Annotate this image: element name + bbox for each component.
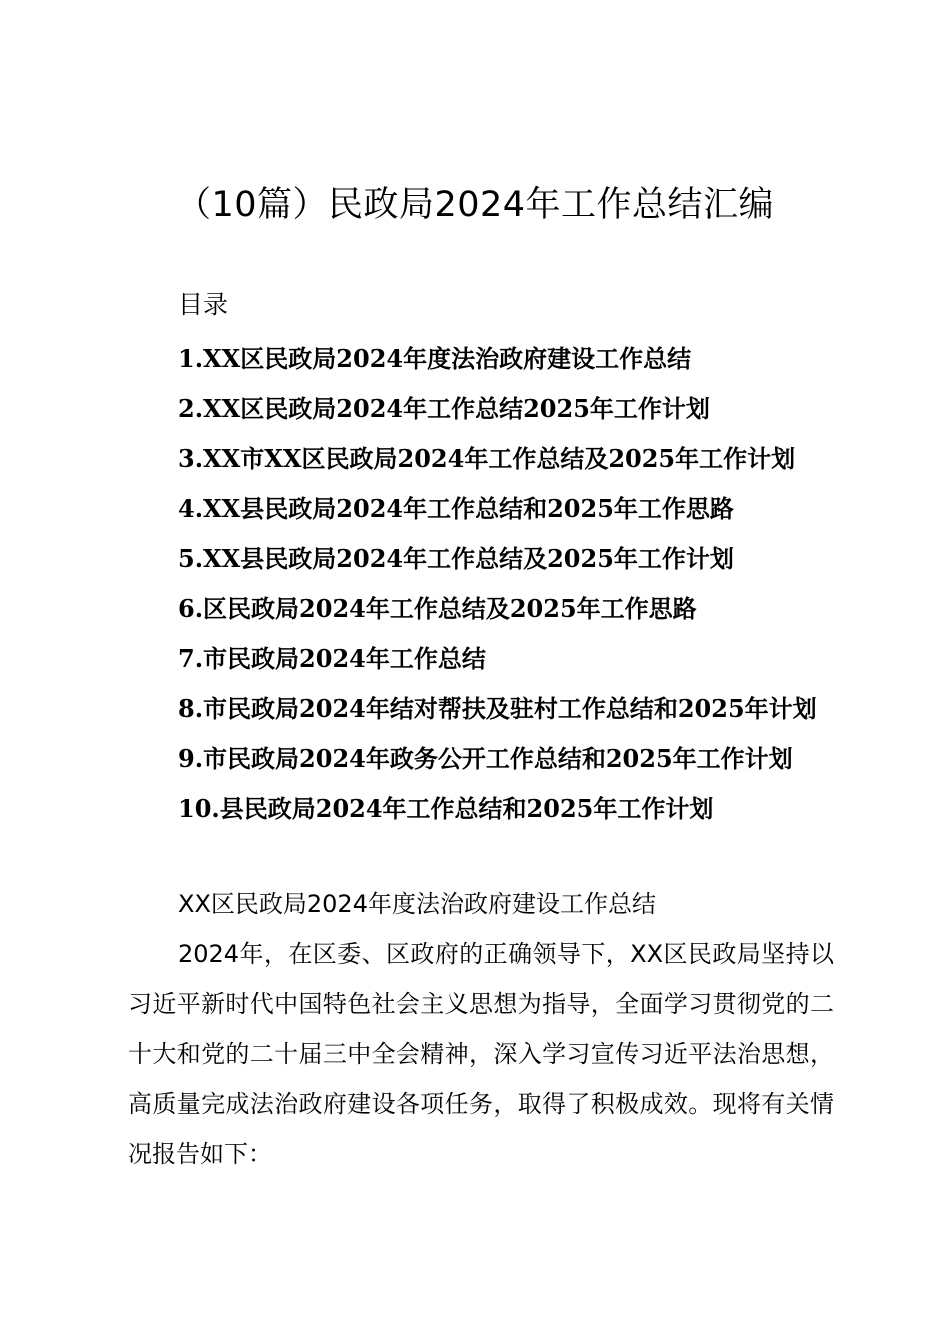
toc-item: 9.市民政局2024年政务公开工作总结和2025年工作计划: [178, 744, 793, 773]
toc-heading: 目录: [178, 290, 229, 319]
toc-item: 5.XX县民政局2024年工作总结及2025年工作计划: [178, 544, 734, 573]
document-body: [128, 879, 834, 1179]
toc-item: 7.市民政局2024年工作总结: [178, 644, 486, 673]
toc-item: 10.县民政局2024年工作总结和2025年工作计划: [178, 794, 714, 823]
table-of-contents: [128, 334, 834, 834]
intro-paragraph: 2024年，在区委、区政府的正确领导下，XX区民政局坚持以习近平新时代中国特色社会主义思想为指导，全面学习贯彻党的二十大和党的二十届三中全会精神，深入学习宣传习近平法治思想，高质量完成法治政府建设各项任务，取得了积极成效。现将有关情况报告如下：: [128, 940, 834, 1168]
toc-item: 8.市民政局2024年结对帮扶及驻村工作总结和2025年计划: [178, 694, 817, 723]
toc-item: 4.XX县民政局2024年工作总结和2025年工作思路: [178, 494, 734, 523]
document-title: （10篇）民政局2024年工作总结汇编: [175, 185, 775, 225]
toc-item: 2.XX区民政局2024年工作总结2025年工作计划: [178, 394, 710, 423]
toc-item: 6.区民政局2024年工作总结及2025年工作思路: [178, 594, 697, 623]
section-title: XX区民政局2024年度法治政府建设工作总结: [178, 890, 656, 918]
toc-item: 3.XX市XX区民政局2024年工作总结及2025年工作计划: [178, 444, 796, 473]
toc-item: 1.XX区民政局2024年度法治政府建设工作总结: [178, 344, 692, 373]
